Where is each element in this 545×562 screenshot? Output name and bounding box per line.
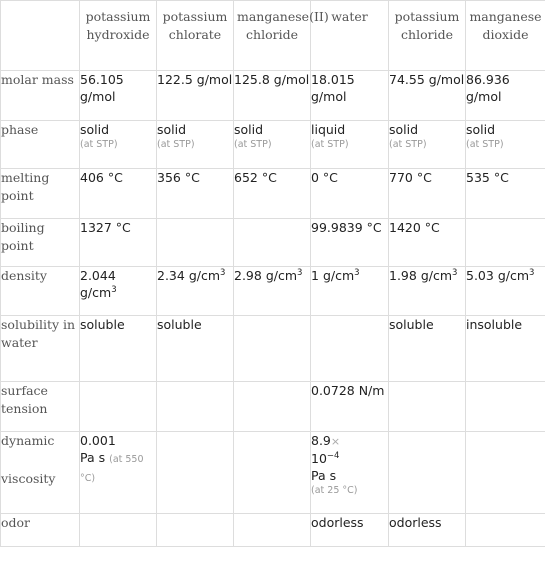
cell-note: (at STP) bbox=[466, 139, 504, 150]
cell bbox=[234, 267, 311, 316]
table-row bbox=[1, 121, 545, 169]
column-header: manganese dioxide bbox=[466, 1, 545, 71]
cell bbox=[234, 382, 311, 432]
cell: odorless bbox=[311, 514, 389, 547]
cell: 652 °C bbox=[234, 169, 311, 219]
cell: 406 °C bbox=[80, 169, 157, 219]
unit-exponent: 3 bbox=[354, 267, 360, 278]
cell: 1420 °C bbox=[389, 219, 466, 267]
cell bbox=[466, 267, 545, 316]
table-row bbox=[1, 71, 545, 121]
column-header: potassium hydroxide bbox=[80, 1, 157, 71]
density-value: 2.044 bbox=[80, 268, 116, 283]
density-unit: g/cm bbox=[497, 268, 530, 283]
table-row bbox=[1, 169, 545, 219]
unit-exponent: 3 bbox=[220, 267, 226, 278]
cell bbox=[234, 121, 311, 169]
density-value: 1 bbox=[311, 268, 319, 283]
density-unit: g/cm bbox=[322, 268, 355, 283]
unit-exponent: 3 bbox=[452, 267, 458, 278]
cell-note: (at STP) bbox=[389, 139, 427, 150]
cell: 356 °C bbox=[157, 169, 234, 219]
row-label: density bbox=[1, 267, 80, 316]
cell bbox=[466, 382, 545, 432]
density-unit: g/cm bbox=[188, 268, 221, 283]
cell-note: (at STP) bbox=[234, 139, 272, 150]
row-label: odor bbox=[1, 514, 80, 547]
density-value: 2.34 bbox=[157, 268, 185, 283]
viscosity-unit: Pa s bbox=[311, 468, 337, 483]
cell-value: solid bbox=[389, 122, 419, 137]
cell bbox=[466, 121, 545, 169]
cell bbox=[80, 432, 157, 514]
cell bbox=[157, 219, 234, 267]
viscosity-unit: Pa s bbox=[80, 450, 106, 465]
row-label: surface tension bbox=[1, 382, 80, 432]
density-unit: g/cm bbox=[420, 268, 453, 283]
cell: 122.5 g/mol bbox=[157, 71, 234, 121]
cell: 74.55 g/mol bbox=[389, 71, 466, 121]
cell: insoluble bbox=[466, 316, 545, 382]
cell: soluble bbox=[80, 316, 157, 382]
row-label: molar mass bbox=[1, 71, 80, 121]
viscosity-exponent: −4 bbox=[326, 450, 340, 461]
column-header: water bbox=[311, 1, 389, 71]
cell: soluble bbox=[157, 316, 234, 382]
corner-cell bbox=[1, 1, 80, 71]
row-label-line: viscosity bbox=[1, 471, 56, 486]
cell bbox=[157, 267, 234, 316]
cell bbox=[157, 432, 234, 514]
cell bbox=[80, 514, 157, 547]
column-header: potassium chloride bbox=[389, 1, 466, 71]
viscosity-note: (at 25 °C) bbox=[311, 485, 358, 496]
cell bbox=[234, 432, 311, 514]
cell: 86.936 g/mol bbox=[466, 71, 545, 121]
cell bbox=[466, 432, 545, 514]
unit-exponent: 3 bbox=[111, 284, 117, 295]
viscosity-note: (at 550 °C) bbox=[80, 454, 144, 484]
table-row bbox=[1, 382, 545, 432]
row-label: solubility in water bbox=[1, 316, 80, 382]
row-label: melting point bbox=[1, 169, 80, 219]
cell bbox=[389, 121, 466, 169]
density-value: 2.98 bbox=[234, 268, 262, 283]
cell-value: liquid bbox=[311, 122, 346, 137]
row-label: boiling point bbox=[1, 219, 80, 267]
viscosity-value: 0.001 bbox=[80, 433, 116, 448]
unit-exponent: 3 bbox=[297, 267, 303, 278]
row-label: phase bbox=[1, 121, 80, 169]
cell bbox=[157, 121, 234, 169]
cell bbox=[80, 382, 157, 432]
cell bbox=[157, 382, 234, 432]
table-row bbox=[1, 432, 545, 514]
column-header: potassium chlorate bbox=[157, 1, 234, 71]
cell bbox=[80, 267, 157, 316]
column-header: manganese(II) chloride bbox=[234, 1, 311, 71]
cell: 535 °C bbox=[466, 169, 545, 219]
table-row bbox=[1, 514, 545, 547]
cell bbox=[234, 514, 311, 547]
cell bbox=[389, 432, 466, 514]
cell-value: solid bbox=[466, 122, 496, 137]
cell-value: solid bbox=[234, 122, 264, 137]
row-label bbox=[1, 432, 80, 514]
cell-value: solid bbox=[80, 122, 110, 137]
cell: 56.105 g/mol bbox=[80, 71, 157, 121]
cell: 0.0728 N/m bbox=[311, 382, 389, 432]
cell bbox=[311, 316, 389, 382]
table-row bbox=[1, 316, 545, 382]
cell: 18.015 g/mol bbox=[311, 71, 389, 121]
cell: odorless bbox=[389, 514, 466, 547]
density-unit: g/cm bbox=[80, 285, 112, 300]
cell: 0 °C bbox=[311, 169, 389, 219]
cell-note: (at STP) bbox=[80, 139, 118, 150]
viscosity-mantissa: 8.9 bbox=[311, 433, 331, 448]
table-row bbox=[1, 267, 545, 316]
cell bbox=[157, 514, 234, 547]
times-sign: × bbox=[330, 435, 341, 448]
cell bbox=[311, 432, 389, 514]
cell bbox=[311, 267, 389, 316]
cell: 125.8 g/mol bbox=[234, 71, 311, 121]
cell bbox=[234, 316, 311, 382]
density-value: 5.03 bbox=[466, 268, 494, 283]
cell-note: (at STP) bbox=[311, 139, 349, 150]
density-value: 1.98 bbox=[389, 268, 417, 283]
cell bbox=[466, 514, 545, 547]
cell bbox=[389, 267, 466, 316]
table-row bbox=[1, 219, 545, 267]
cell bbox=[389, 382, 466, 432]
density-unit: g/cm bbox=[265, 268, 298, 283]
cell-note: (at STP) bbox=[157, 139, 195, 150]
cell bbox=[234, 219, 311, 267]
cell bbox=[80, 121, 157, 169]
cell-value: solid bbox=[157, 122, 187, 137]
cell bbox=[466, 219, 545, 267]
cell bbox=[311, 121, 389, 169]
cell: soluble bbox=[389, 316, 466, 382]
cell: 770 °C bbox=[389, 169, 466, 219]
row-label-line: dynamic bbox=[1, 433, 55, 448]
cell: 1327 °C bbox=[80, 219, 157, 267]
unit-exponent: 3 bbox=[529, 267, 535, 278]
cell: 99.9839 °C bbox=[311, 219, 389, 267]
viscosity-base: 10 bbox=[311, 451, 327, 466]
header-row bbox=[1, 1, 545, 71]
